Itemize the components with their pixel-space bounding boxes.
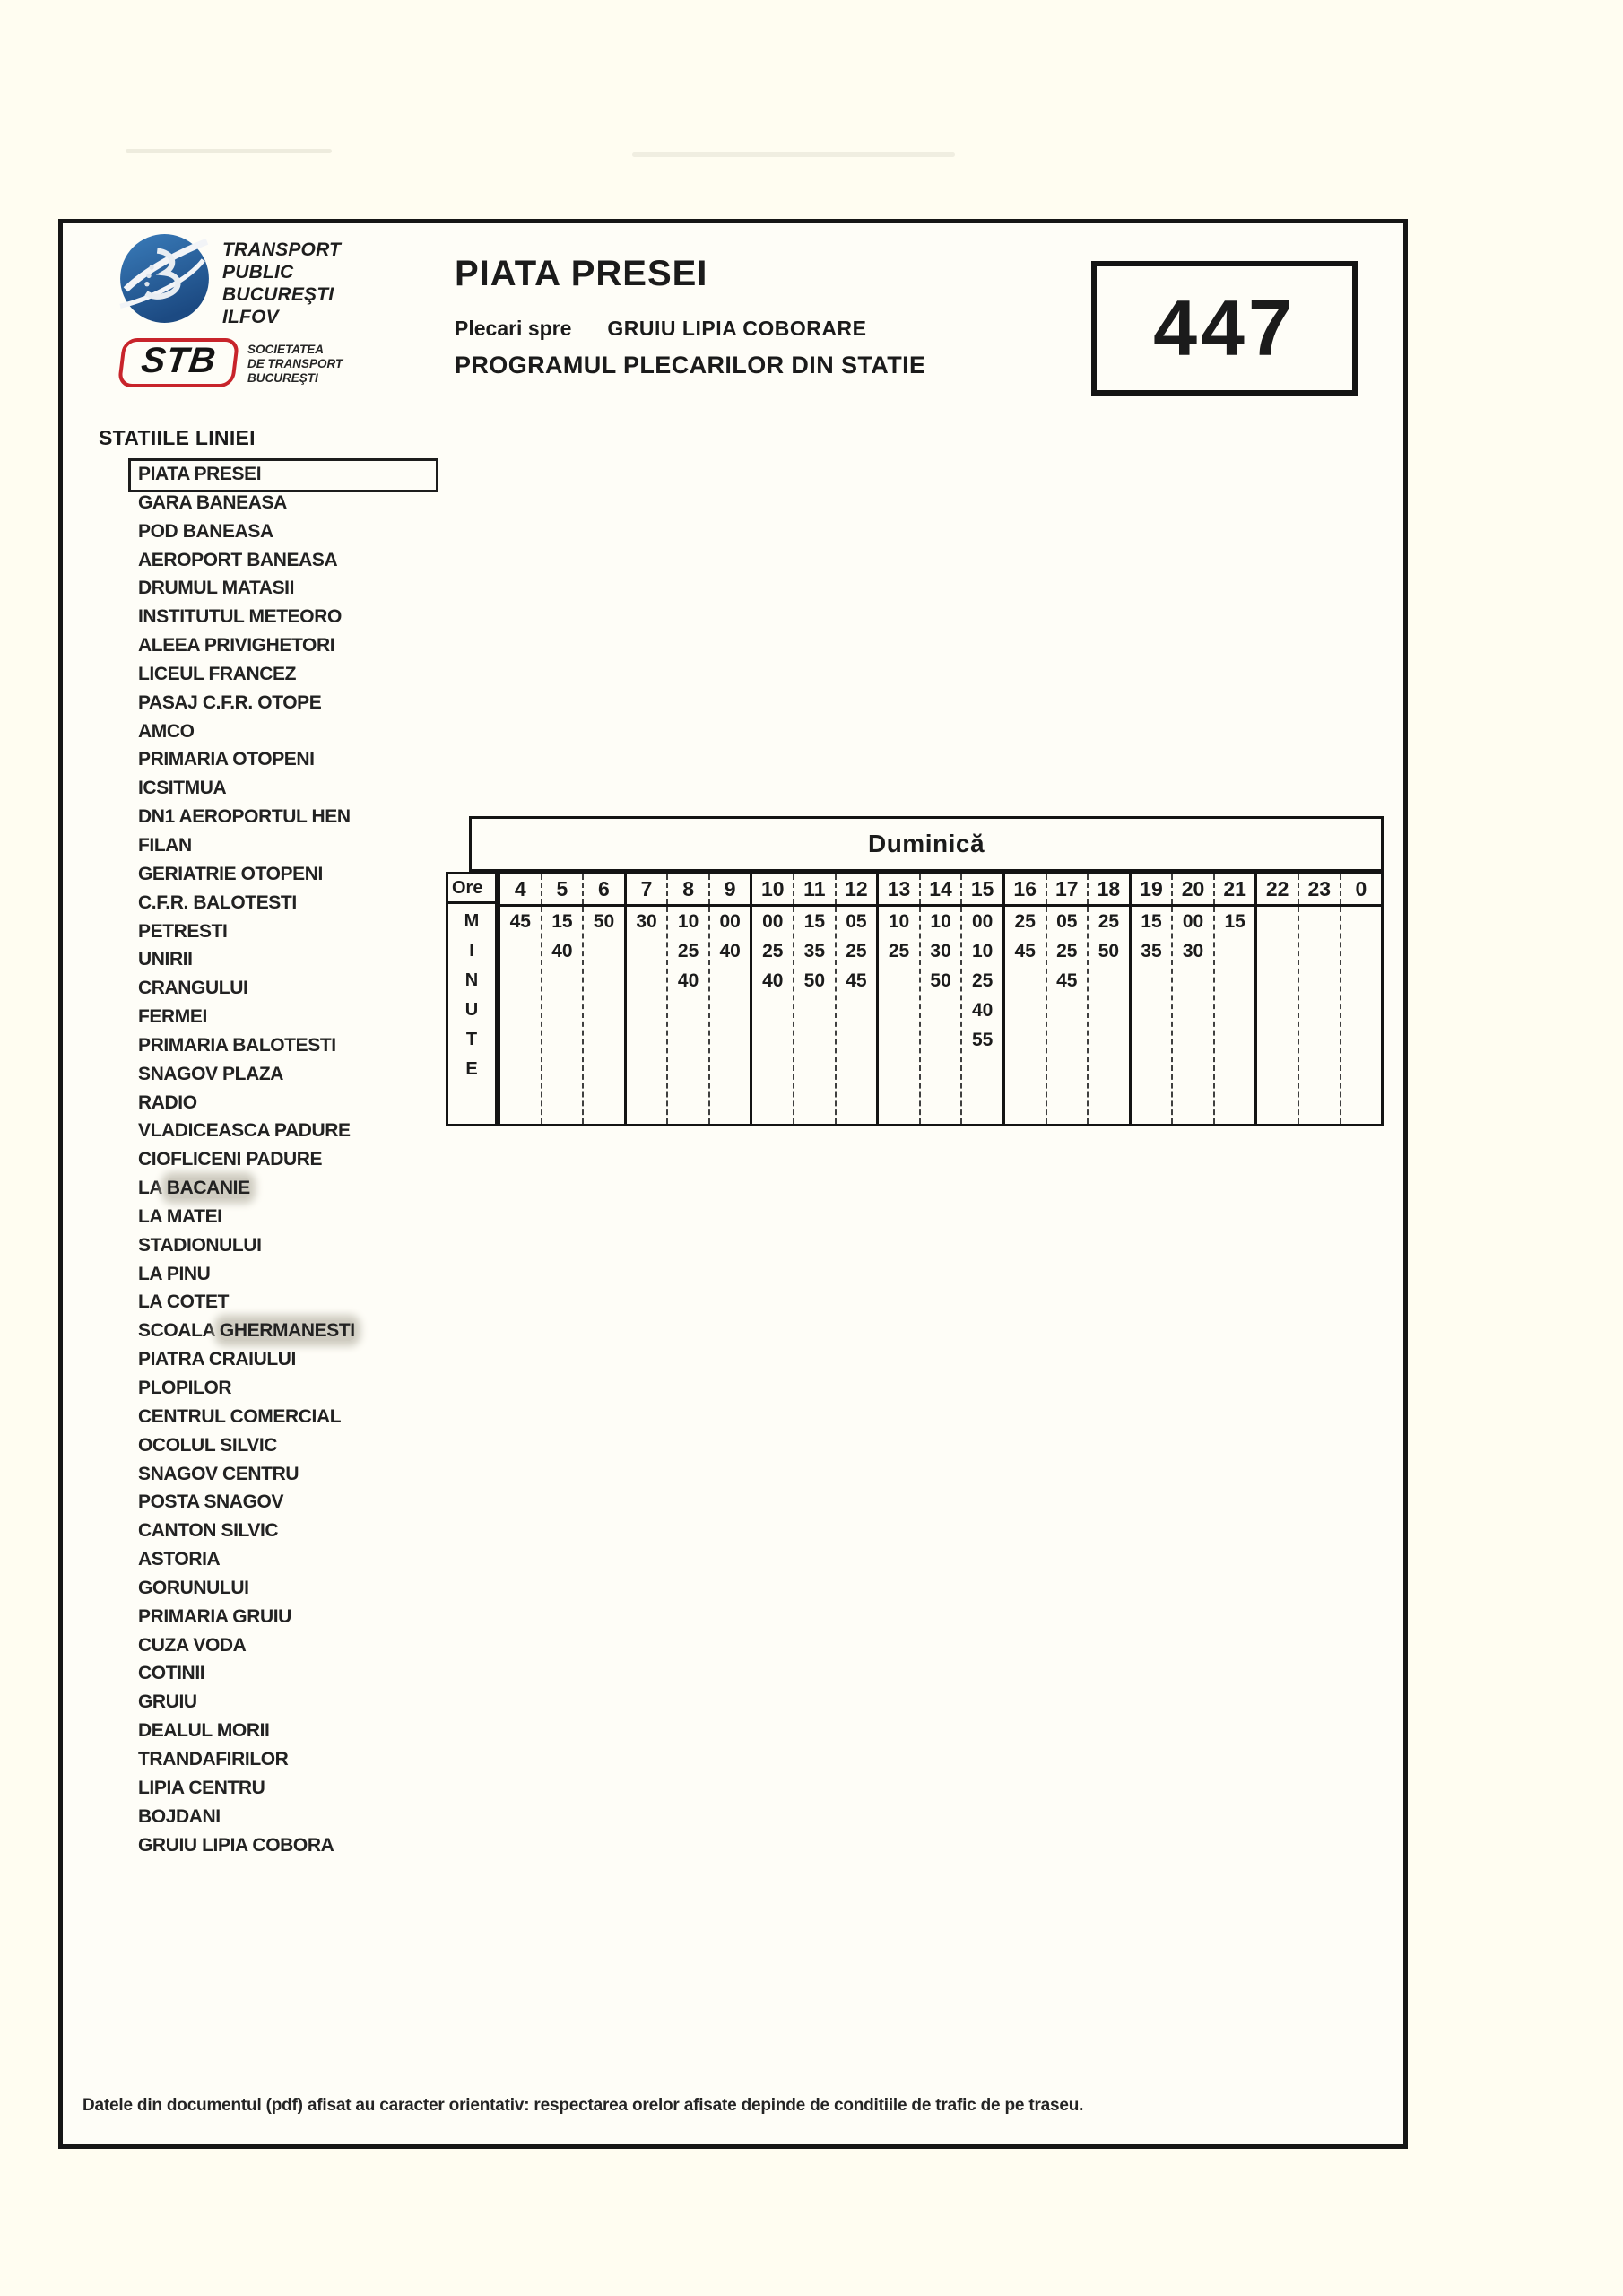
station-item: PIATA PRESEI [138,464,262,484]
station-item: CRANGULUI [138,978,248,999]
station-item: LA BACANIE [138,1178,250,1199]
minutes-column [793,907,835,1124]
scan-streak [632,152,955,157]
hour-cell: 18 [1087,874,1129,904]
minute-value: 40 [677,970,699,991]
hour-cell: 11 [793,874,835,904]
minute-value: 25 [677,941,699,961]
station-item: POD BANEASA [138,520,273,542]
station-item: SCOALA GHERMANESTI [138,1320,355,1342]
hour-cell: 14 [919,874,961,904]
minutes-column [1298,907,1340,1124]
station-item: BOJDANI [138,1805,221,1827]
station-item: GRUIU LIPIA COBORA [138,1834,334,1856]
direction-value: GRUIU LIPIA COBORARE [607,317,867,340]
station-item: PRIMARIA GRUIU [138,1605,291,1627]
minutes-column [1087,907,1129,1124]
minute-value: 40 [719,941,741,961]
hour-cell: 21 [1213,874,1255,904]
minute-value: 35 [1141,941,1162,961]
hour-cell: 16 [1002,874,1046,904]
minutes-column [876,907,919,1124]
minute-value: 45 [509,911,531,932]
station-item: SNAGOV PLAZA [138,1063,284,1084]
minutes-grid [500,907,1381,1124]
station-item: GORUNULUI [138,1577,249,1598]
minutes-label-letter: E [465,1059,478,1079]
minute-value: 50 [930,970,951,991]
station-item: C.F.R. BALOTESTI [138,891,297,913]
minute-value: 10 [971,941,994,961]
station-item: DRUMUL MATASII [138,578,295,599]
minute-value: 40 [551,941,573,961]
station-item: PASAJ C.F.R. OTOPE [138,691,322,713]
station-item: CENTRUL COMERCIAL [138,1405,342,1427]
hour-cell: 22 [1254,874,1298,904]
hour-cell: 8 [666,874,708,904]
minutes-column [835,907,877,1124]
hour-cell: 6 [582,874,624,904]
minutes-label-letter: T [465,1030,478,1049]
minute-value: 10 [677,911,699,932]
station-item: PETRESTI [138,920,228,942]
minute-value: 40 [971,1000,994,1021]
stations-title: STATIILE LINIEI [99,426,256,449]
minute-value: 05 [846,911,867,932]
minutes-column [750,907,793,1124]
minutes-column [500,907,541,1124]
hour-cell: 9 [708,874,751,904]
hour-cell: 10 [750,874,793,904]
minutes-column [624,907,667,1124]
direction-line [455,317,866,341]
station-item: INSTITUTUL METEORO [138,606,342,628]
timetable [446,816,1384,1126]
station-item: STADIONULUI [138,1234,262,1256]
program-subtitle: PROGRAMUL PLECARILOR DIN STATIE [455,352,926,378]
timetable-day-header: Duminică [469,816,1384,872]
hour-cell: 7 [624,874,667,904]
station-item: AMCO [138,720,195,742]
minute-value: 50 [593,911,615,932]
station-item: DEALUL MORII [138,1720,270,1742]
timetable-grid [498,872,1384,1126]
station-item: SNAGOV CENTRU [138,1463,299,1484]
minutes-column [541,907,583,1124]
minute-value: 00 [971,911,994,932]
stb-logo [117,338,240,387]
station-item: ICSITMUA [138,778,227,799]
station-item: FERMEI [138,1006,207,1028]
hour-cell: 19 [1129,874,1172,904]
station-item: PRIMARIA OTOPENI [138,749,315,770]
scan-streak [126,149,332,153]
minutes-column [1046,907,1088,1124]
minute-value: 25 [971,970,994,991]
station-item: COTINII [138,1663,205,1684]
station-item: GERIATRIE OTOPENI [138,863,323,884]
station-item: PRIMARIA BALOTESTI [138,1034,336,1056]
hour-cell: 5 [541,874,583,904]
minute-value: 30 [1182,941,1204,961]
minutes-column [582,907,624,1124]
minutes-label-letter: U [464,1000,479,1020]
station-item: CANTON SILVIC [138,1520,279,1542]
hour-cell: 15 [960,874,1002,904]
document-frame [58,219,1408,2149]
station-item: DN1 AEROPORTUL HEN [138,806,351,828]
station-item: GRUIU [138,1692,197,1713]
minute-value: 25 [1098,911,1120,932]
route-number: 447 [1153,283,1296,372]
station-item: CIOFLICENI PADURE [138,1149,323,1170]
minute-value: 30 [930,941,951,961]
station-item: OCOLUL SILVIC [138,1434,278,1456]
minutes-column [1171,907,1213,1124]
station-item: ASTORIA [138,1549,221,1570]
minute-value: 45 [1056,970,1078,991]
hours-label-cell: Ore [446,872,498,904]
minute-value: 00 [719,911,741,932]
minute-value: 15 [803,911,826,932]
minutes-column [1002,907,1046,1124]
minutes-column [1213,907,1255,1124]
minute-value: 45 [846,970,867,991]
minute-value: 05 [1056,911,1078,932]
minutes-label-letter: I [469,941,474,961]
station-item: PLOPILOR [138,1378,232,1398]
station-item: TRANDAFIRILOR [138,1748,289,1770]
minute-value: 25 [888,941,910,961]
station-item: PIATRA CRAIULUI [138,1349,296,1370]
hour-cell: 20 [1171,874,1213,904]
minute-value: 00 [1182,911,1204,932]
direction-label: Plecari spre [455,317,572,340]
station-item: POSTA SNAGOV [138,1492,284,1513]
minute-value: 55 [971,1030,994,1050]
minutes-column [1129,907,1172,1124]
minutes-label-letter: N [464,970,479,990]
hour-cell: 17 [1046,874,1088,904]
station-item: RADIO [138,1091,197,1113]
minute-value: 10 [888,911,910,932]
station-item: UNIRII [138,949,193,970]
minutes-column [1340,907,1382,1124]
tpbi-logo-icon [118,232,211,325]
station-list [138,460,497,1859]
stb-caption: SOCIETATEA DE TRANSPORT BUCUREŞTI [247,343,343,385]
minute-value: 45 [1014,941,1036,961]
minute-value: 40 [762,970,784,991]
station-item: ALEEA PRIVIGHETORI [138,635,335,657]
minutes-label-cell [446,904,498,1126]
station-item: LICEUL FRANCEZ [138,663,297,684]
station-item: GARA BANEASA [138,491,287,513]
minute-value: 15 [1141,911,1162,932]
minutes-column [666,907,708,1124]
route-number-badge [1091,261,1358,396]
footer-note: Datele din documentul (pdf) afisat au caracter orientativ: respectarea orelor afisate depinde de conditiile de trafic de pe traseu. [82,2096,1084,2115]
stb-logo-text: STB [139,341,219,380]
minute-value: 25 [1056,941,1078,961]
station-item: AEROPORT BANEASA [138,549,338,570]
minutes-column [1254,907,1298,1124]
minutes-column [919,907,961,1124]
station-item: LA COTET [138,1292,230,1313]
station-item: FILAN [138,834,192,856]
minutes-column [708,907,751,1124]
station-item: LIPIA CENTRU [138,1777,265,1798]
minute-value: 50 [803,970,826,991]
hour-cell: 13 [876,874,919,904]
tpbi-logo-text: TRANSPORT PUBLIC BUCUREŞTI ILFOV [222,239,342,327]
station-item: CUZA VODA [138,1634,247,1656]
minute-value: 15 [551,911,573,932]
hour-cell: 23 [1298,874,1340,904]
hours-row [500,874,1381,907]
minute-value: 00 [762,911,784,932]
minute-value: 15 [1224,911,1245,932]
minute-value: 25 [762,941,784,961]
minutes-label-letter: M [464,911,480,931]
minute-value: 25 [846,941,867,961]
minute-value: 35 [803,941,826,961]
page-title: PIATA PRESEI [455,254,708,293]
minute-value: 10 [930,911,951,932]
station-item: VLADICEASCA PADURE [138,1120,351,1142]
hour-cell: 4 [514,877,526,900]
hour-cell: 12 [835,874,877,904]
minutes-column [960,907,1002,1124]
hour-cell: 0 [1340,874,1382,904]
minute-value: 30 [636,911,657,932]
station-item: LA MATEI [138,1205,222,1227]
minute-value: 25 [1014,911,1036,932]
station-item: LA PINU [138,1263,211,1284]
minute-value: 50 [1098,941,1120,961]
